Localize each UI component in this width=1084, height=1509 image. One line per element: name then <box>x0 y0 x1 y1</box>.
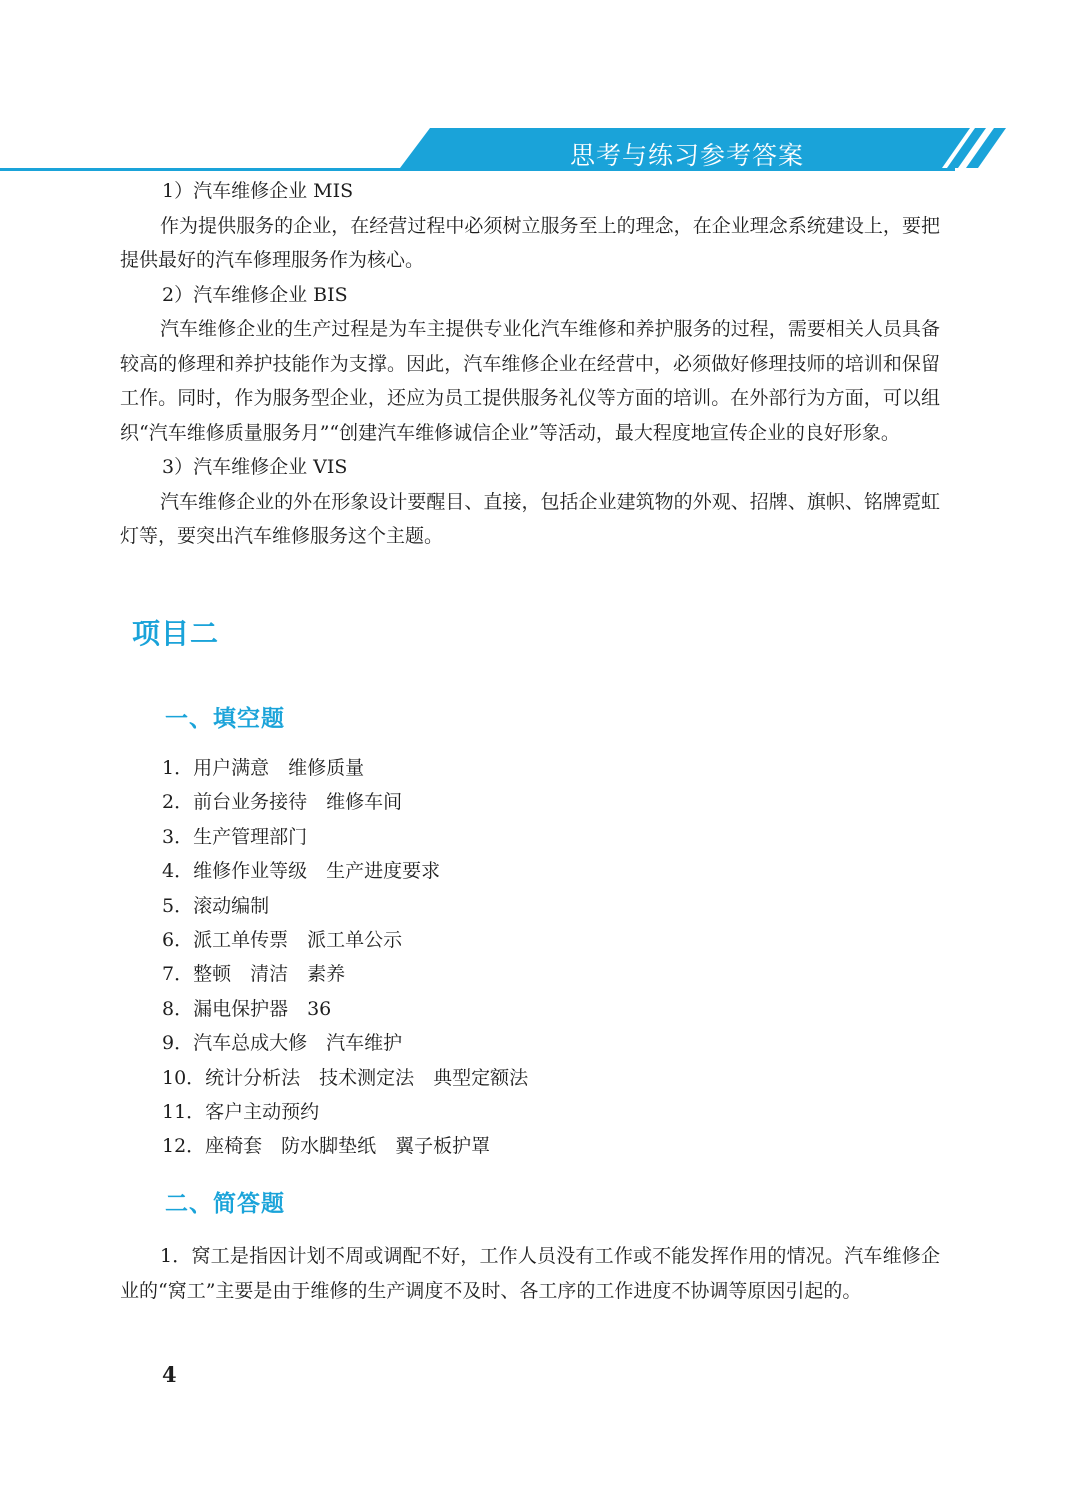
mis-heading: 1）汽车维修企业 MIS <box>162 180 354 202</box>
list-item: 3．生产管理部门 <box>162 825 308 848</box>
project-title: 项目二 <box>132 617 220 650</box>
list-item: 6．派工单传票 派工单公示 <box>162 929 403 952</box>
list-item: 4．维修作业等级 生产进度要求 <box>162 860 441 883</box>
fill-blank-list <box>120 751 940 1164</box>
list-item: 12．座椅套 防水脚垫纸 翼子板护罩 <box>162 1135 491 1158</box>
short-answer-block <box>120 1239 940 1308</box>
vis-text: 汽车维修企业的外在形象设计要醒目、直接，包括企业建筑物的外观、招牌、旗帜、铭牌霓虹灯等，要突出汽车维修服务这个主题。 <box>120 490 940 547</box>
page-number: 4 <box>162 1362 177 1387</box>
vis-heading: 3）汽车维修企业 VIS <box>162 456 348 478</box>
list-item: 1．用户满意 维修质量 <box>162 757 365 779</box>
mis-text: 作为提供服务的企业，在经营过程中必须树立服务至上的理念，在企业理念系统建设上，要把提供最好的汽车修理服务作为核心。 <box>120 214 940 271</box>
list-item: 8．漏电保护器 36 <box>162 997 332 1020</box>
page-header <box>0 124 1084 176</box>
list-item: 5．滚动编制 <box>162 894 270 917</box>
header-stripe-graphic <box>0 124 1084 176</box>
list-item: 10．统计分析法 技术测定法 典型定额法 <box>162 1066 529 1089</box>
list-item: 2．前台业务接待 维修车间 <box>162 791 403 814</box>
top-section <box>120 174 940 554</box>
list-item: 11．客户主动预约 <box>162 1101 320 1124</box>
list-item: 9．汽车总成大修 汽车维护 <box>162 1032 403 1055</box>
fill-blank-title: 一、填空题 <box>165 706 285 732</box>
bis-heading: 2）汽车维修企业 BIS <box>162 283 348 306</box>
header-title: 思考与练习参考答案 <box>570 141 805 170</box>
short-answer-1: 1．窝工是指因计划不周或调配不好，工作人员没有工作或不能发挥作用的情况。汽车维修企业的“窝工”主要是由于维修的生产调度不及时、各工序的工作进度不协调等原因引起的。 <box>120 1245 940 1302</box>
bis-text: 汽车维修企业的生产过程是为车主提供专业化汽车维修和养护服务的过程，需要相关人员具备较高的修理和养护技能作为支撑。因此，汽车维修企业在经营中，必须做好修理技师的培训和保留工作。同时，作为服务型企业，还应为员工提供服务礼仪等方面的培训。在外部行为方面，可以组织“汽车维修质量服务月”“创建汽车维修诚信企业”等活动，最大程度地宣传企业的良好形象。 <box>120 318 940 444</box>
short-answer-title: 二、简答题 <box>165 1191 285 1217</box>
list-item: 7．整顿 清洁 素养 <box>162 963 346 986</box>
